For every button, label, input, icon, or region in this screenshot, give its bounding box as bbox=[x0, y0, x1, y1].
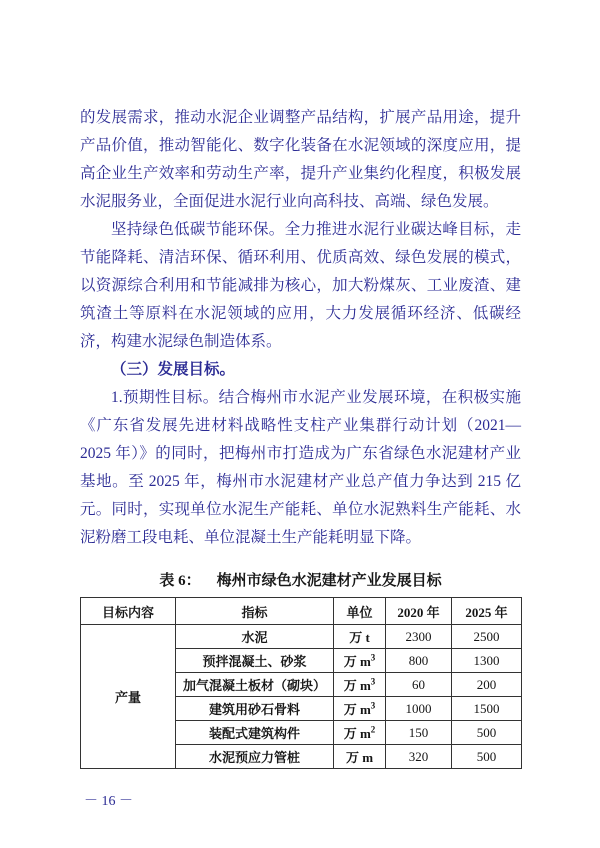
paragraph-continuation: 的发展需求，推动水泥企业调整产品结构，扩展产品用途，提升产品价值，推动智能化、数字化装备在水泥领域的深度应用，提高企业生产效率和劳动生产率，提升产业集约化程度，积极发展水泥服务业，全面促进水泥行业向高科技、高端、绿色发展。 bbox=[80, 109, 521, 210]
value-2020-cell: 2300 bbox=[386, 625, 452, 649]
unit-cell bbox=[334, 745, 386, 769]
value-2025-cell: 500 bbox=[452, 745, 522, 769]
table-header-row bbox=[81, 598, 522, 625]
header-2020: 2020 年 bbox=[386, 598, 452, 625]
value-2025-cell: 200 bbox=[452, 673, 522, 697]
row-group-label: 产量 bbox=[81, 625, 176, 769]
document-content bbox=[80, 104, 521, 769]
indicator-cell: 建筑用砂石骨料 bbox=[176, 697, 334, 721]
unit-superscript: 3 bbox=[370, 676, 376, 687]
unit-superscript: 3 bbox=[370, 700, 376, 711]
table-caption bbox=[80, 569, 521, 590]
unit-text: 万 m bbox=[345, 750, 374, 765]
value-2025-cell: 1300 bbox=[452, 649, 522, 673]
page-number: － 16 － bbox=[84, 794, 133, 809]
indicator-cell: 加气混凝土板材（砌块） bbox=[176, 673, 334, 697]
header-indicator: 指标 bbox=[176, 598, 334, 625]
value-2020-cell: 320 bbox=[386, 745, 452, 769]
indicator-cell: 预拌混凝土、砂浆 bbox=[176, 649, 334, 673]
value-2025-cell: 1500 bbox=[452, 697, 522, 721]
unit-text: 万 m bbox=[343, 654, 371, 669]
value-2025-cell: 2500 bbox=[452, 625, 522, 649]
unit-cell bbox=[334, 673, 386, 697]
unit-cell bbox=[334, 649, 386, 673]
table-caption-label: 表 6： bbox=[159, 573, 201, 589]
unit-text: 万 m bbox=[343, 702, 371, 717]
indicator-cell: 水泥 bbox=[176, 625, 334, 649]
table-caption-title: 梅州市绿色水泥建材产业发展目标 bbox=[216, 573, 442, 589]
indicator-cell: 水泥预应力管桩 bbox=[176, 745, 334, 769]
header-2025: 2025 年 bbox=[452, 598, 522, 625]
table-row bbox=[81, 625, 522, 649]
value-2020-cell: 800 bbox=[386, 649, 452, 673]
unit-cell bbox=[334, 697, 386, 721]
value-2020-cell: 1000 bbox=[386, 697, 452, 721]
value-2025-cell: 500 bbox=[452, 721, 522, 745]
paragraph: 坚持绿色低碳节能环保。全力推进水泥行业碳达峰目标，走节能降耗、清洁环保、循环利用、优质高效、绿色发展的模式，以资源综合利用和节能减排为核心，加大粉煤灰、工业废渣、建筑渣土等原料在水泥领域的应用，大力发展循环经济、低碳经济，构建水泥绿色制造体系。 bbox=[80, 221, 521, 350]
paragraph: 1.预期性目标。结合梅州市水泥产业发展环境，在积极实施《广东省发展先进材料战略性支柱产业集群行动计划（2021—2025 年）》的同时，把梅州市打造成为广东省绿色水泥建材产业基地。至 2025 年，梅州市水泥建材产业总产值力争达到 215 亿元。同时，实现单位水泥生产能耗、单位水泥熟料生产能耗、水泥粉磨工段电耗、单位混凝土生产能耗明显下降。 bbox=[80, 389, 521, 546]
unit-cell bbox=[334, 721, 386, 745]
unit-text: 万 m bbox=[343, 726, 371, 741]
unit-text: 万 t bbox=[349, 630, 370, 645]
value-2020-cell: 60 bbox=[386, 673, 452, 697]
header-target-content: 目标内容 bbox=[81, 598, 176, 625]
indicator-cell: 装配式建筑构件 bbox=[176, 721, 334, 745]
section-heading: （三）发展目标。 bbox=[111, 361, 236, 378]
development-targets-table bbox=[80, 597, 522, 769]
header-unit: 单位 bbox=[334, 598, 386, 625]
value-2020-cell: 150 bbox=[386, 721, 452, 745]
unit-superscript: 2 bbox=[370, 724, 376, 735]
unit-text: 万 m bbox=[343, 678, 371, 693]
unit-superscript: 3 bbox=[370, 652, 376, 663]
unit-cell bbox=[334, 625, 386, 649]
